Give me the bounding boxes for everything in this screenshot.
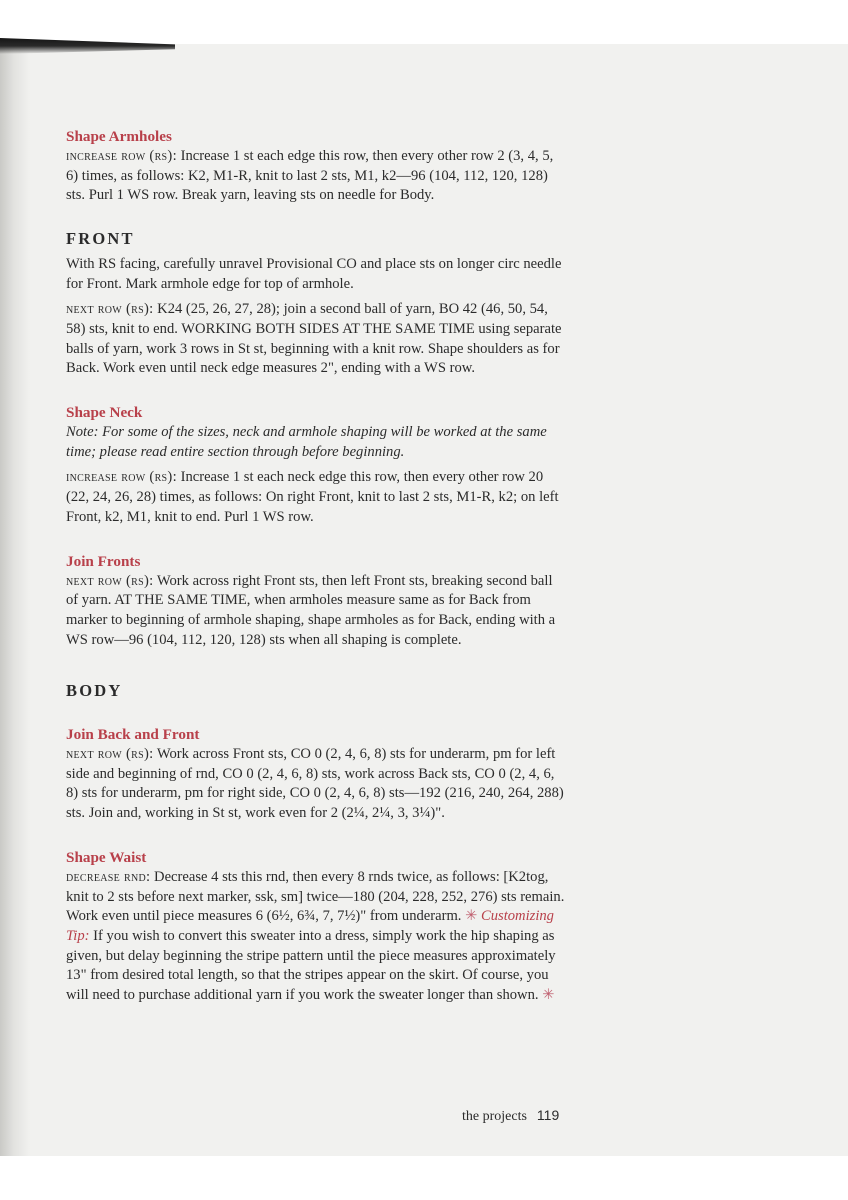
row-label: increase row (rs): <box>66 469 177 486</box>
shape-waist-paragraph <box>66 868 566 1006</box>
row-label: decrease rnd: <box>66 868 151 885</box>
front-paragraph-1: With RS facing, carefully unravel Provisional CO and place sts on longer circ needle for Front. Mark armhole edge for top of armhole. <box>66 255 562 292</box>
shape-neck-note: Note: For some of the sizes, neck and armhole shaping will be worked at the same time; please read entire section through before beginning. <box>66 424 547 460</box>
asterisk-ornament-icon: ✳ <box>542 987 555 1004</box>
footer-section-label: the projects <box>462 1109 527 1124</box>
shape-armholes-heading: Shape Armholes <box>66 128 172 145</box>
customizing-tip-text: If you wish to convert this sweater into a dress, simply work the hip shaping as given, but delay beginning the stripe pattern until the piece measures approximately 13" from desired total length, so that the stripes appear on the skirt. Of course, you will need to purchase additional yarn if you work the sweater longer than shown. <box>66 927 556 1004</box>
asterisk-ornament-icon: ✳ <box>465 908 478 925</box>
shape-armholes-paragraph <box>66 147 566 206</box>
instruction-text: Work across Front sts, CO 0 (2, 4, 6, 8) sts for underarm, pm for left side and beginning of rnd, CO 0 (2, 4, 6, 8) sts, work across Back sts, CO 0 (2, 4, 6, 8) sts for underarm, pm for right side, CO 0 (2, 4, 6, 8) sts—192 (216, 240, 264, 288) sts. Join and, working in St st, work even for 2 (2¼, 2¼, 3, 3¼)". <box>66 746 564 822</box>
row-label: next row (rs): <box>66 301 154 318</box>
page-number: 119 <box>536 1107 560 1123</box>
join-back-front-paragraph <box>66 745 566 824</box>
front-paragraph-2 <box>66 300 566 379</box>
shape-waist-heading: Shape Waist <box>66 848 147 866</box>
instruction-text: Increase 1 st each neck edge this row, then every other row 20 (22, 24, 26, 28) times, as follows: On right Front, knit to last 2 sts, M1-R, k2; on left Front, k2, M1, knit to end. Purl 1 WS row. <box>66 469 559 525</box>
shape-neck-heading: Shape Neck <box>66 404 143 422</box>
front-section-heading: FRONT <box>66 229 135 249</box>
join-fronts-heading: Join Fronts <box>66 552 141 570</box>
instruction-text: Increase 1 st each edge this row, then every other row 2 (3, 4, 5, 6) times, as follows: K2, M1-R, knit to last 2 sts, M1, k2—96 (104, 112, 120, 128) sts. Purl 1 WS row. Break yarn, leaving sts on needle for Body. <box>66 148 554 204</box>
body-section-heading: BODY <box>66 681 123 701</box>
book-spine-shadow <box>0 44 30 1156</box>
instruction-text: Work across right Front sts, then left Front sts, breaking second ball of yarn. AT THE SAME TIME, when armholes measure same as for Back from marker to beginning of armhole shaping, shape armholes as for Back, ending with a WS row—96 (104, 112, 120, 128) sts when all shaping is complete. <box>66 572 556 648</box>
instruction-text: Decrease 4 sts this rnd, then every 8 rnds twice, as follows: [K2tog, knit to 2 sts before next marker, ssk, sm] twice—180 (204, 228, 252, 276) sts remain. Work even until piece measures 6 (6½, 6¾, 7, 7½)" from underarm. <box>66 868 565 925</box>
page-content <box>66 127 566 1006</box>
join-fronts-paragraph <box>66 572 566 651</box>
join-back-front-heading: Join Back and Front <box>66 726 200 744</box>
page-footer <box>462 1107 559 1125</box>
customizing-tip-label: Customizing Tip: <box>66 908 554 944</box>
row-label: increase row (rs): <box>66 148 177 164</box>
row-label: next row (rs): <box>66 746 154 763</box>
row-label: next row (rs): <box>66 572 154 589</box>
shape-neck-paragraph <box>66 468 566 527</box>
instruction-text: K24 (25, 26, 27, 28); join a second ball of yarn, BO 42 (46, 50, 54, 58) sts, knit to end. WORKING BOTH SIDES AT THE SAME TIME using separate balls of yarn, work 3 rows in St st, beginning with a knit row. Shape shoulders as for Back. Work even until neck edge measures 2", ending with a WS row. <box>66 301 562 377</box>
